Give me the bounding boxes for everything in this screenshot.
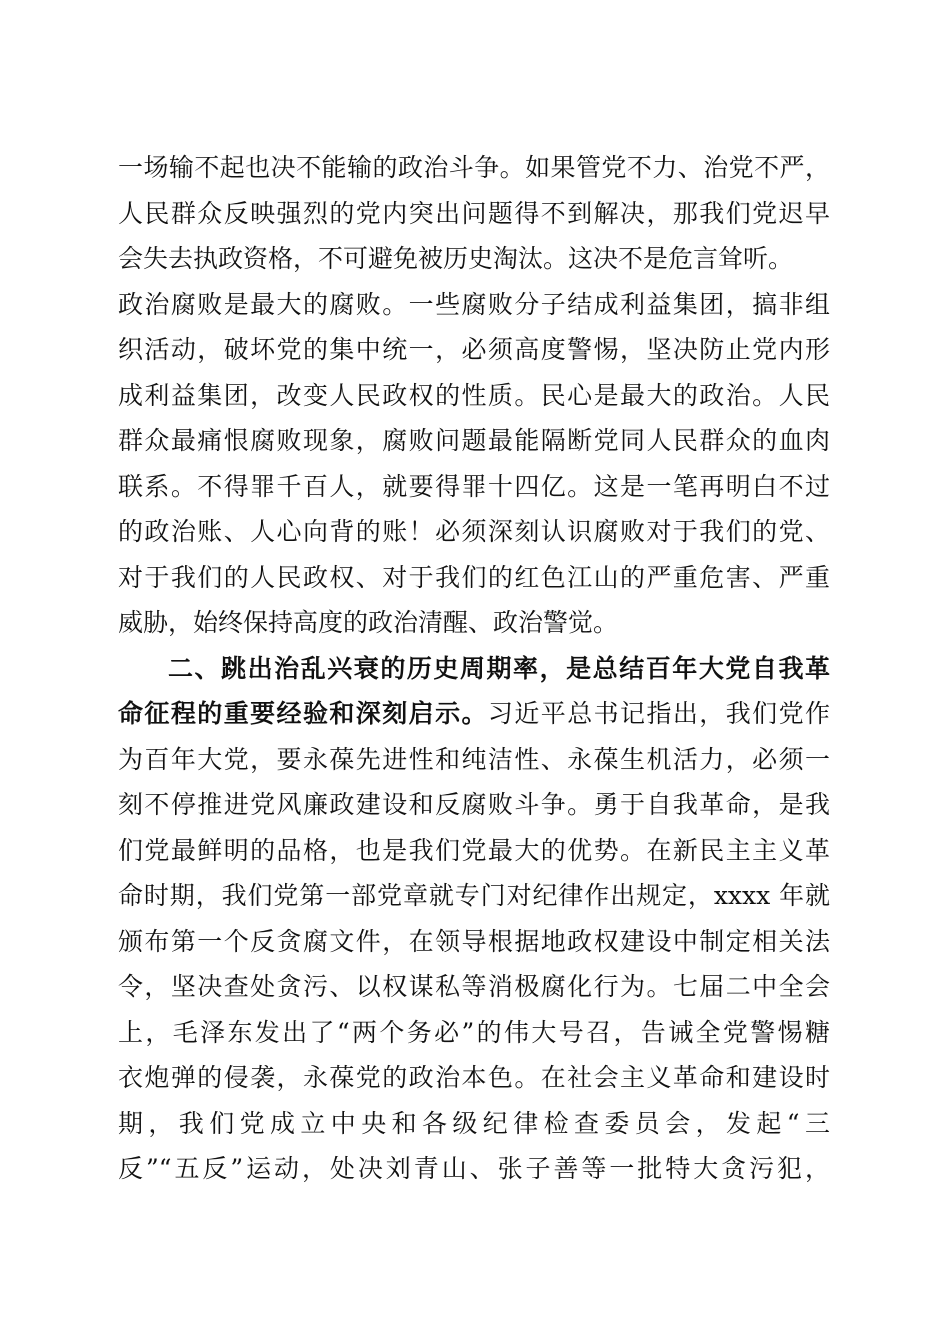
paragraph-text: 为百年大党，要永葆先进性和纯洁性、永葆生机活力，必须一 [118, 744, 830, 774]
paragraph-text: 联系。不得罪千百人，就要得罪十四亿。这是一笔再明白不过 [118, 471, 830, 501]
paragraph-text: 命时期，我们党第一部党章就专门对纪律作出规定，xxxx 年就 [118, 881, 830, 910]
section-heading: 命征程的重要经验和深刻启示。 [118, 699, 488, 728]
text-line [118, 1010, 830, 1056]
body-text [118, 145, 830, 1192]
text-line [118, 782, 830, 828]
text-line [118, 1055, 830, 1101]
section-heading: 二、跳出治乱兴衰的历史周期率，是总结百年大党自我革 [168, 653, 830, 683]
paragraph-text: 成利益集团，改变人民政权的性质。民心是最大的政治。人民 [118, 380, 830, 410]
text-line [118, 1101, 830, 1147]
text-line [118, 964, 830, 1010]
paragraph-text: 对于我们的人民政权、对于我们的红色江山的严重危害、严重 [118, 562, 830, 592]
text-line [118, 191, 830, 237]
text-line [118, 373, 830, 419]
paragraph-text: 会失去执政资格，不可避免被历史淘汰。这决不是危言耸听。 [118, 244, 794, 273]
paragraph-text: 政治腐败是最大的腐败。一些腐败分子结成利益集团，搞非组 [118, 289, 830, 319]
text-line [118, 873, 830, 919]
text-line [118, 236, 830, 282]
paragraph-text: 群众最痛恨腐败现象，腐败问题最能隔断党同人民群众的血肉 [118, 426, 830, 455]
paragraph-text: 令，坚决查处贪污、以权谋私等消极腐化行为。七届二中全会 [118, 972, 830, 1001]
text-line [118, 919, 830, 965]
text-line [118, 327, 830, 373]
text-line [118, 691, 830, 737]
text-line [118, 737, 830, 783]
text-line [118, 418, 830, 464]
text-line [118, 600, 830, 646]
paragraph-text: 上，毛泽东发出了“两个务必”的伟大号召，告诫全党警惕糖 [118, 1017, 830, 1047]
paragraph-text: 习近平总书记指出，我们党作 [487, 699, 830, 728]
paragraph-text: 威胁，始终保持高度的政治清醒、政治警觉。 [118, 608, 619, 637]
paragraph-text: 刻不停推进党风廉政建设和反腐败斗争。勇于自我革命，是我 [118, 790, 830, 819]
paragraph-text: 颁布第一个反贪腐文件，在领导根据地政权建设中制定相关法 [118, 926, 830, 956]
paragraph-text: 织活动，破坏党的集中统一，必须高度警惕，坚决防止党内形 [118, 335, 830, 364]
text-line [118, 555, 830, 601]
text-line [118, 646, 830, 692]
paragraph-text: 反”“五反”运动，处决刘青山、张子善等一批特大贪污犯， [118, 1154, 830, 1183]
paragraph-text: 期，我们党成立中央和各级纪律检查委员会，发起“三 [118, 1108, 830, 1138]
text-line [118, 828, 830, 874]
paragraph-text: 衣炮弹的侵袭，永葆党的政治本色。在社会主义革命和建设时 [118, 1063, 830, 1092]
text-line [118, 509, 830, 555]
text-line [118, 464, 830, 510]
paragraph-text: 一场输不起也决不能输的政治斗争。如果管党不力、治党不严， [118, 153, 830, 182]
paragraph-text: 的政治账、人心向背的账！必须深刻认识腐败对于我们的党、 [118, 517, 830, 546]
text-line [118, 1146, 830, 1192]
text-line [118, 145, 830, 191]
paragraph-text: 人民群众反映强烈的党内突出问题得不到解决，那我们党迟早 [118, 198, 830, 228]
paragraph-text: 们党最鲜明的品格，也是我们党最大的优势。在新民主主义革 [118, 835, 830, 865]
text-line [118, 282, 830, 328]
